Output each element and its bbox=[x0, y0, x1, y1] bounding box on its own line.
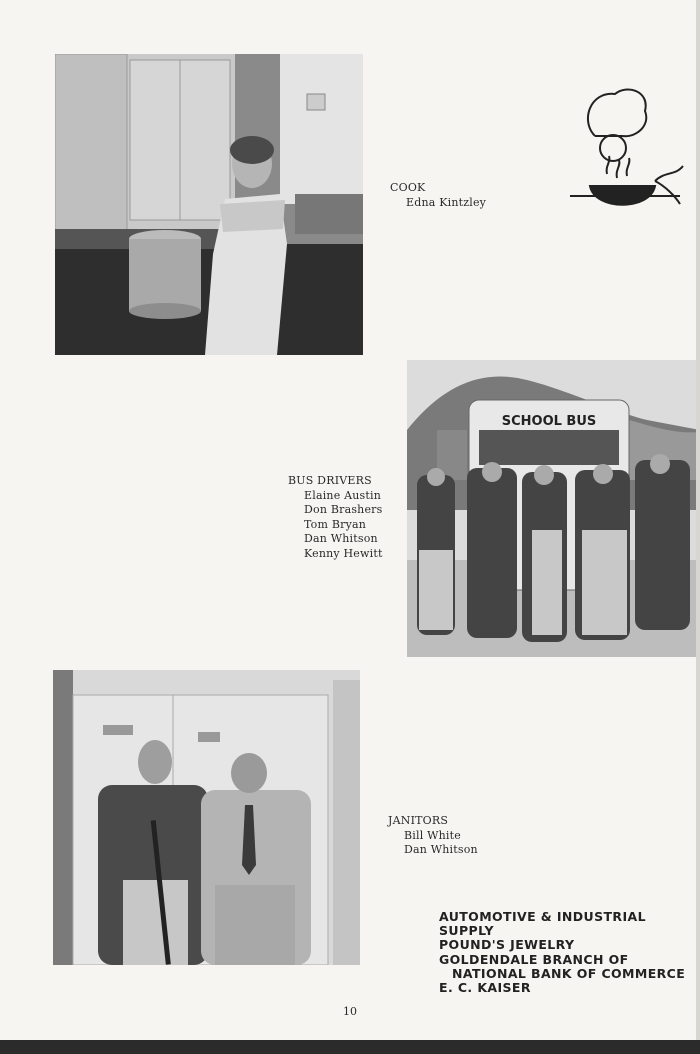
bus-drivers-caption bbox=[288, 474, 383, 561]
page-number: 10 bbox=[343, 1005, 357, 1018]
chef-illustration bbox=[565, 86, 690, 216]
janitors-caption bbox=[388, 814, 478, 858]
cook-photo bbox=[55, 54, 363, 355]
sponsor-line: NATIONAL BANK OF COMMERCE bbox=[452, 965, 686, 981]
janitors-photo bbox=[53, 670, 360, 965]
sponsor-list bbox=[439, 910, 700, 995]
bus-driver-name: Elaine Austin bbox=[304, 488, 382, 502]
cook-name: Edna Kintzley bbox=[406, 195, 487, 209]
janitors-heading: JANITORS bbox=[388, 814, 449, 827]
bus-drivers-heading: BUS DRIVERS bbox=[288, 474, 372, 487]
cook-heading: COOK bbox=[390, 181, 426, 194]
sponsor-line: AUTOMOTIVE & INDUSTRIAL SUPPLY bbox=[439, 909, 646, 939]
bus-driver-name: Tom Bryan bbox=[304, 517, 367, 531]
cook-caption bbox=[390, 181, 486, 210]
page-edge bbox=[696, 0, 700, 1054]
janitor-name: Bill White bbox=[404, 828, 461, 842]
binding-edge bbox=[0, 1040, 700, 1054]
sponsor-line: POUND'S JEWELRY bbox=[439, 937, 575, 953]
bus-drivers-photo bbox=[407, 360, 700, 657]
janitor-name: Dan Whitson bbox=[404, 843, 478, 856]
bus-driver-name: Don Brashers bbox=[304, 503, 383, 516]
bus-driver-name: Dan Whitson bbox=[304, 532, 378, 545]
sponsor-line: E. C. KAISER bbox=[439, 980, 531, 996]
sponsor-line: GOLDENDALE BRANCH OF bbox=[439, 951, 629, 967]
bus-sign-text: SCHOOL BUS bbox=[501, 414, 597, 429]
bus-driver-name: Kenny Hewitt bbox=[304, 546, 383, 560]
